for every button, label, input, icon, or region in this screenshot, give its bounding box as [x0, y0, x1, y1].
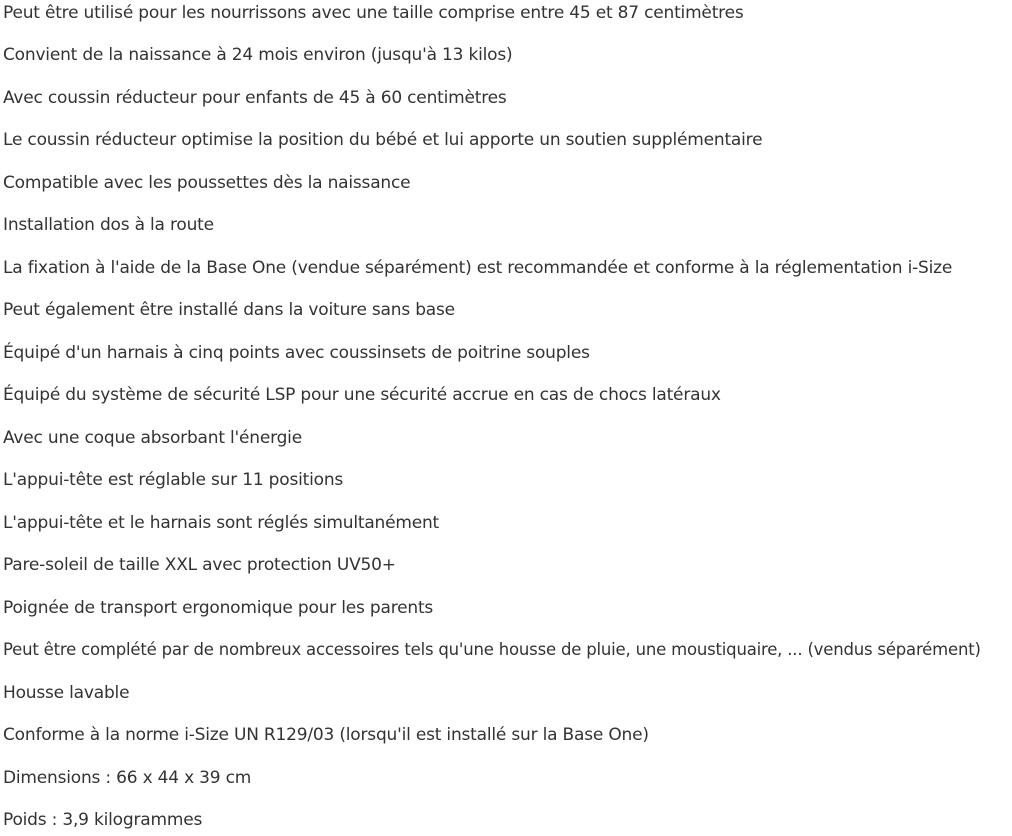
feature-item: Avec une coque absorbant l'énergie — [3, 428, 302, 448]
feature-item: La fixation à l'aide de la Base One (vendue séparément) est recommandée et conforme à la réglementation i-Size — [3, 258, 953, 278]
feature-item: Peut également être installé dans la voiture sans base — [3, 300, 455, 320]
feature-item: Poids : 3,9 kilogrammes — [3, 810, 203, 830]
feature-item: Conforme à la norme i-Size UN R129/03 (lorsqu'il est installé sur la Base One) — [3, 725, 649, 745]
feature-item: L'appui-tête est réglable sur 11 positions — [3, 470, 344, 490]
feature-item: Compatible avec les poussettes dès la naissance — [3, 173, 411, 193]
feature-item: Dimensions : 66 x 44 x 39 cm — [3, 768, 252, 788]
feature-item: Peut être complété par de nombreux accessoires tels qu'une housse de pluie, une moustiquaire, ... (vendus séparément) — [3, 640, 981, 659]
feature-item: Équipé du système de sécurité LSP pour une sécurité accrue en cas de chocs latéraux — [3, 385, 721, 405]
feature-item: Installation dos à la route — [3, 215, 214, 235]
feature-item: L'appui-tête et le harnais sont réglés simultanément — [3, 513, 440, 533]
feature-item: Avec coussin réducteur pour enfants de 45 à 60 centimètres — [3, 88, 507, 108]
feature-item: Convient de la naissance à 24 mois environ (jusqu'à 13 kilos) — [3, 45, 513, 65]
feature-item: Poignée de transport ergonomique pour les parents — [3, 598, 434, 618]
feature-item: Le coussin réducteur optimise la position du bébé et lui apporte un soutien supplémentaire — [3, 130, 763, 150]
feature-item: Pare-soleil de taille XXL avec protection UV50+ — [3, 555, 396, 575]
feature-item: Équipé d'un harnais à cinq points avec coussinsets de poitrine souples — [3, 343, 590, 363]
feature-item: Peut être utilisé pour les nourrissons avec une taille comprise entre 45 et 87 centimètres — [3, 3, 744, 23]
feature-item: Housse lavable — [3, 683, 130, 703]
